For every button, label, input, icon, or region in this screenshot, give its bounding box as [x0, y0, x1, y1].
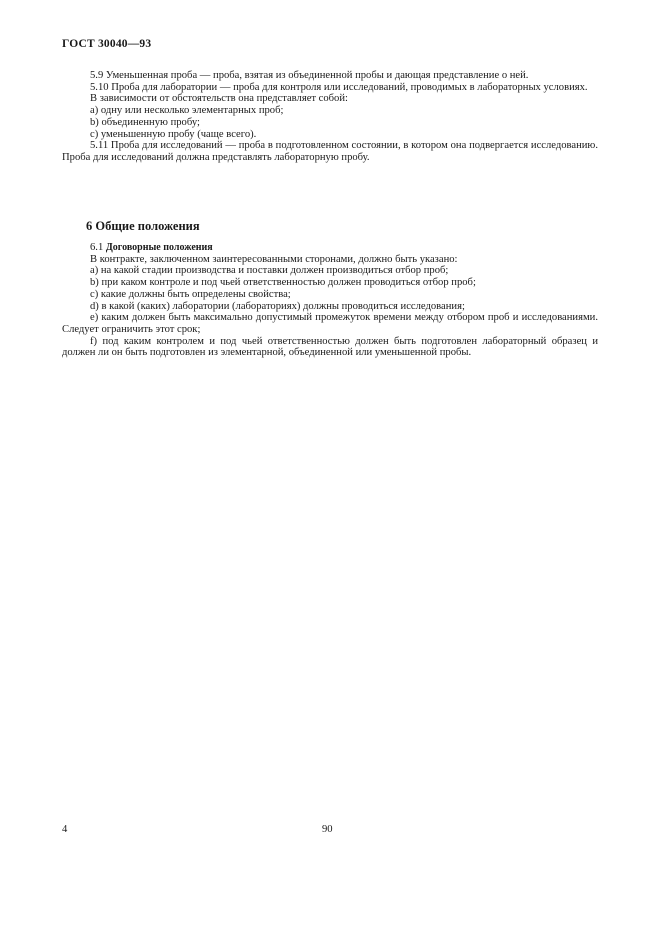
contract-item-b: b) при каком контроле и под чьей ответственностью должен проводиться отбор проб; [90, 277, 476, 289]
document-code: ГОСТ 30040—93 [62, 38, 152, 50]
contract-item-e: e) каким должен быть максимально допустимый промежуток времени между отбором проб и исследованиями. Следует ограничить этот срок; [62, 312, 598, 335]
list-item-a: a) одну или несколько элементарных проб; [90, 105, 284, 117]
clause-5-9: 5.9 Уменьшенная проба — проба, взятая из объединенной пробы и дающая представление о ней. [90, 70, 529, 81]
page-number-left: 4 [62, 824, 68, 835]
clause-5-10-intro: В зависимости от обстоятельств она представляет собой: [90, 93, 348, 105]
section-6 [62, 219, 598, 359]
contract-item-d: d) в какой (каких) лаборатории (лабораториях) должны проводиться исследования; [90, 300, 465, 312]
page-number-center: 90 [322, 824, 333, 835]
clause-5-10: 5.10 Проба для лаборатории — проба для контроля или исследований, проводимых в лабораторных условиях. [90, 81, 588, 93]
subsection-number: 6.1 [90, 242, 104, 253]
subsection-6-1-heading [62, 242, 598, 254]
section-6-heading: 6 Общие положения [86, 219, 200, 233]
subsection-title: Договорные положения [105, 242, 213, 253]
clause-5-11: 5.11 Проба для исследований — проба в подготовленном состоянии, в котором она подвергается исследованию. Проба для исследований должна представлять лабораторную пробу. [62, 140, 598, 163]
list-item-c: c) уменьшенную пробу (чаще всего). [90, 128, 257, 140]
list-item-b: b) объединенную пробу; [90, 116, 200, 128]
contract-item-f: f) под каким контролем и под чьей ответственностью должен быть подготовлен лабораторный образец и должен ли он быть подготовлен из элементарной, объединенной или уменьшенной пробы. [62, 335, 598, 359]
section-5-continuation [62, 70, 598, 164]
contract-item-c: c) какие должны быть определены свойства; [90, 288, 291, 300]
contract-intro: В контракте, заключенном заинтересованными сторонами, должно быть указано: [90, 253, 458, 265]
contract-item-a: a) на какой стадии производства и поставки должен производиться отбор проб; [90, 265, 449, 277]
